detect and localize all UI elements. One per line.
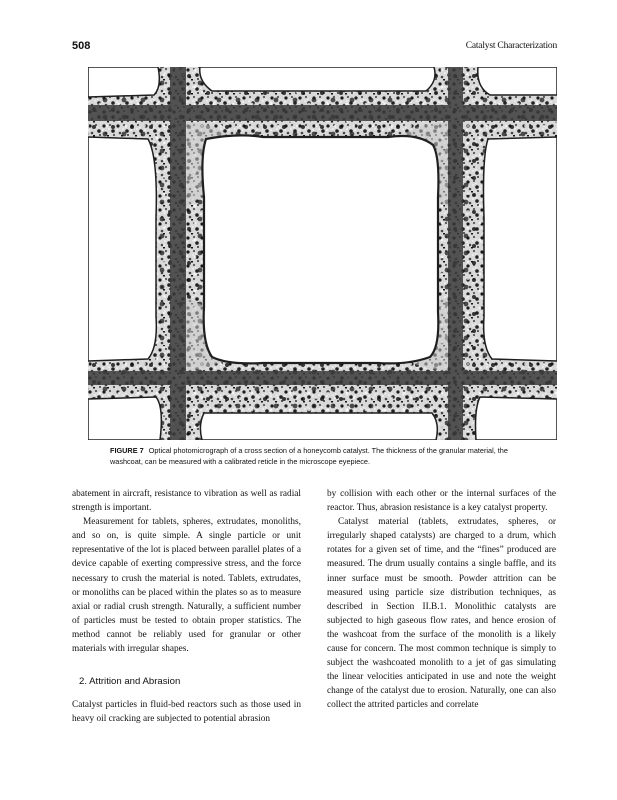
paragraph: Catalyst material (tablets, extrudates, spheres, or irregularly shaped catalysts) are charged to a drum, which rotates for a given set of time, and the “fines” produced are measured. The drum usually contains a single baffle, and its inner surface must be smooth. Powder attrition can be measured using particle size distribution techniques, as described in Section II.B.1. Monolithic catalysts are subjected to high gaseous flow rates, and hence erosion of the washcoat from the surface of the monolith is a likely cause for concern. The most common technique is simply to subject the washcoated monolith to a jet of gas simulating the linear velocities anticipated in use and note the weight change of the catalyst due to erosion. Naturally, one can also collect the attrited particles and correlate — [327, 517, 556, 711]
page-header — [72, 40, 557, 56]
section-heading: 2. Attrition and Abrasion — [79, 676, 181, 688]
figure-caption — [110, 445, 540, 467]
left-text-column — [72, 487, 301, 726]
honeycomb-photomicrograph — [88, 67, 557, 440]
paragraph: by collision with each other or the internal surfaces of the reactor. Thus, abrasion resistance is a key catalyst property. — [327, 489, 556, 514]
page-number: 508 — [72, 40, 91, 52]
paragraph: Catalyst particles in fluid-bed reactors such as those used in heavy oil cracking are subjected to potential abrasion — [72, 700, 301, 725]
figure-label: FIGURE 7 — [110, 446, 144, 455]
paragraph: abatement in aircraft, resistance to vibration as well as radial strength is important. — [72, 489, 301, 514]
paragraph: Measurement for tablets, spheres, extrudates, monoliths, and so on, is quite simple. A single particle or unit representative of the lot is placed between parallel plates of a device capable of exerting compressive stress, and the force necessary to crush the material is noted. Tablets, extrudates, or monoliths can be placed within the plates so as to measure axial or radial crush strength. Naturally, a sufficient number of particles must be tested to obtain proper statistics. The method cannot be reliably used for granular or other materials with irregular shapes. — [72, 517, 301, 655]
figure-caption-text: Optical photomicrograph of a cross section of a honeycomb catalyst. The thickness of the granular material, the washcoat, can be measured with a calibrated reticle in the microscope eyepiece. — [110, 446, 508, 466]
right-text-column — [327, 487, 556, 713]
running-head: Catalyst Characterization — [465, 41, 557, 51]
